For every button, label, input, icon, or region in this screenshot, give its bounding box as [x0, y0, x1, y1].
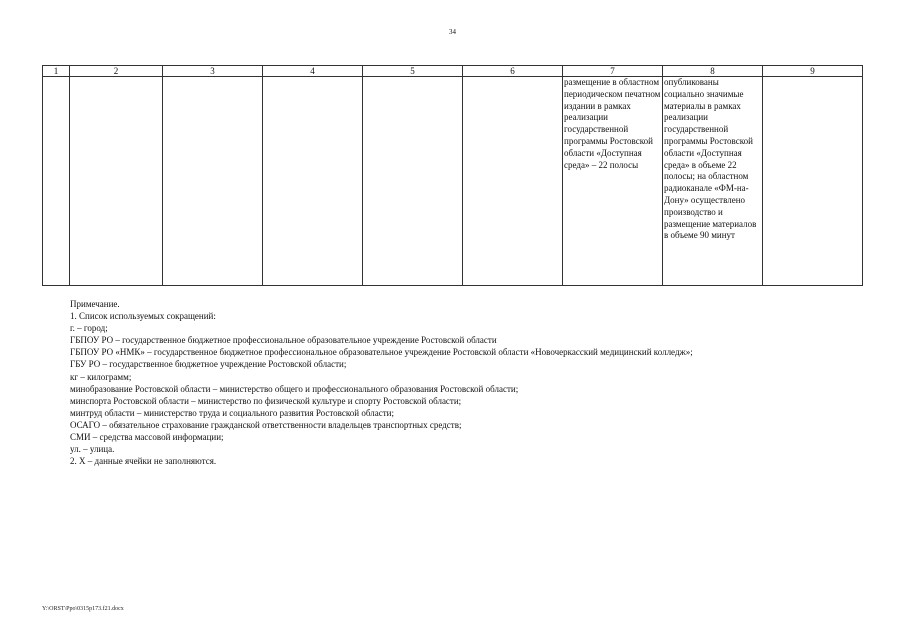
notes-section	[70, 298, 870, 467]
column-header: 3	[163, 66, 263, 77]
column-header: 9	[763, 66, 863, 77]
table-cell	[363, 77, 463, 286]
program-table	[42, 65, 863, 286]
file-path-footer: Y:\ORST\Ppo\0315p173.f21.docx	[42, 606, 124, 612]
table-cell-planned-result: размещение в областном периодическом печатном издании в рамках реализации государственной программы Ростовской области «Доступная среда» – 22 полосы	[563, 77, 663, 286]
note-line: кг – килограмм;	[70, 371, 132, 382]
table-cell	[70, 77, 163, 286]
page-number: 34	[449, 28, 456, 36]
table-cell	[263, 77, 363, 286]
note-line: минспорта Ростовской области – министерство по физической культуре и спорту Ростовской области;	[70, 395, 462, 406]
note-line: ул. – улица.	[70, 444, 115, 455]
note-line: СМИ – средства массовой информации;	[70, 432, 224, 443]
header-row	[43, 66, 863, 77]
column-header: 4	[263, 66, 363, 77]
notes-heading: Примечание.	[70, 299, 120, 309]
note-line: ГБУ РО – государственное бюджетное учреждение Ростовской области;	[70, 359, 347, 370]
table-cell	[463, 77, 563, 286]
note-line: ОСАГО – обязательное страхование гражданской ответственности владельцев транспортных средств;	[70, 419, 462, 430]
abbreviations-heading: 1. Список используемых сокращений:	[70, 311, 216, 322]
note-line: г. – город;	[70, 323, 108, 334]
column-header: 2	[70, 66, 163, 77]
note-line: ГБПОУ РО «НМК» – государственное бюджетное профессиональное образовательное учреждение Ростовской области «Новочеркасский медицинский колледж»;	[70, 347, 693, 358]
column-header: 8	[663, 66, 763, 77]
column-header: 7	[563, 66, 663, 77]
column-header: 5	[363, 66, 463, 77]
table-cell	[43, 77, 70, 286]
column-header: 6	[463, 66, 563, 77]
note-line: минобразование Ростовской области – министерство общего и профессионального образования Ростовской области;	[70, 383, 519, 394]
note-line: 2. Х – данные ячейки не заполняются.	[70, 456, 217, 467]
table-row	[43, 77, 863, 286]
table-cell	[763, 77, 863, 286]
note-line: минтруд области – министерство труда и социального развития Ростовской области;	[70, 407, 394, 418]
table-cell-actual-result: опубликованы социально значимые материалы в рамках реализации государственной программы Ростовской области «Доступная среда» в объеме 22 полосы; на областном радиоканале «ФМ-на-Дону» осуществлено производство и размещение материалов в объеме 90 минут	[663, 77, 763, 286]
table-cell	[163, 77, 263, 286]
note-line: ГБПОУ РО – государственное бюджетное профессиональное образовательное учреждение Ростовской области	[70, 335, 497, 346]
column-header: 1	[43, 66, 70, 77]
